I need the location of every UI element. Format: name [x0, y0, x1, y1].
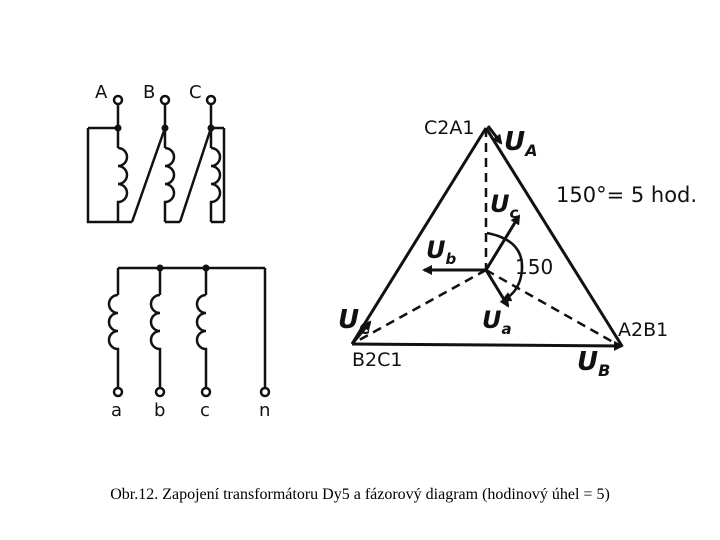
line-voltage-UA: $U_A$ — [504, 127, 538, 160]
phase-voltage-Uc: $U_c$ — [490, 190, 519, 222]
line-voltage-UB: $U_B$ — [577, 347, 611, 380]
terminal-C — [207, 96, 215, 104]
label-C: C — [189, 82, 202, 103]
primary-delta-winding — [88, 96, 224, 222]
phase-voltage-Ua: $U_a$ — [482, 306, 512, 338]
primary-coil-a — [118, 148, 127, 222]
vertex-right-label: A2B1 — [618, 319, 669, 341]
primary-coil-c — [211, 148, 220, 222]
terminal-A — [114, 96, 122, 104]
terminal-n — [261, 388, 269, 396]
phase-voltage-Ub: $U_b$ — [426, 236, 457, 268]
primary-coil-b — [165, 148, 174, 222]
terminal-c — [202, 388, 210, 396]
label-c: c — [200, 400, 210, 421]
angle-label: 150 — [515, 255, 554, 279]
terminal-b — [156, 388, 164, 396]
figure-caption: Obr.12. Zapojení transformátoru Dy5 a fázorový diagram (hodinový úhel = 5) — [110, 486, 610, 503]
primary-junction-dots — [115, 125, 215, 132]
label-n: n — [259, 400, 271, 421]
label-a: a — [111, 400, 123, 421]
terminal-B — [161, 96, 169, 104]
secondary-coil-b — [151, 295, 160, 388]
secondary-coil-c — [197, 295, 206, 388]
label-b: b — [154, 400, 166, 421]
label-B: B — [143, 82, 156, 103]
vertex-left-label: B2C1 — [352, 349, 403, 371]
vertex-top-label: C2A1 — [424, 117, 475, 139]
label-A: A — [95, 82, 108, 103]
line-voltage-UC: $U_C$ — [338, 305, 371, 338]
secondary-coil-a — [109, 295, 118, 388]
secondary-star-winding — [109, 268, 269, 396]
line-voltage-arrows — [352, 126, 501, 344]
terminal-a — [114, 388, 122, 396]
clock-note: 150°= 5 hod. — [556, 183, 698, 207]
